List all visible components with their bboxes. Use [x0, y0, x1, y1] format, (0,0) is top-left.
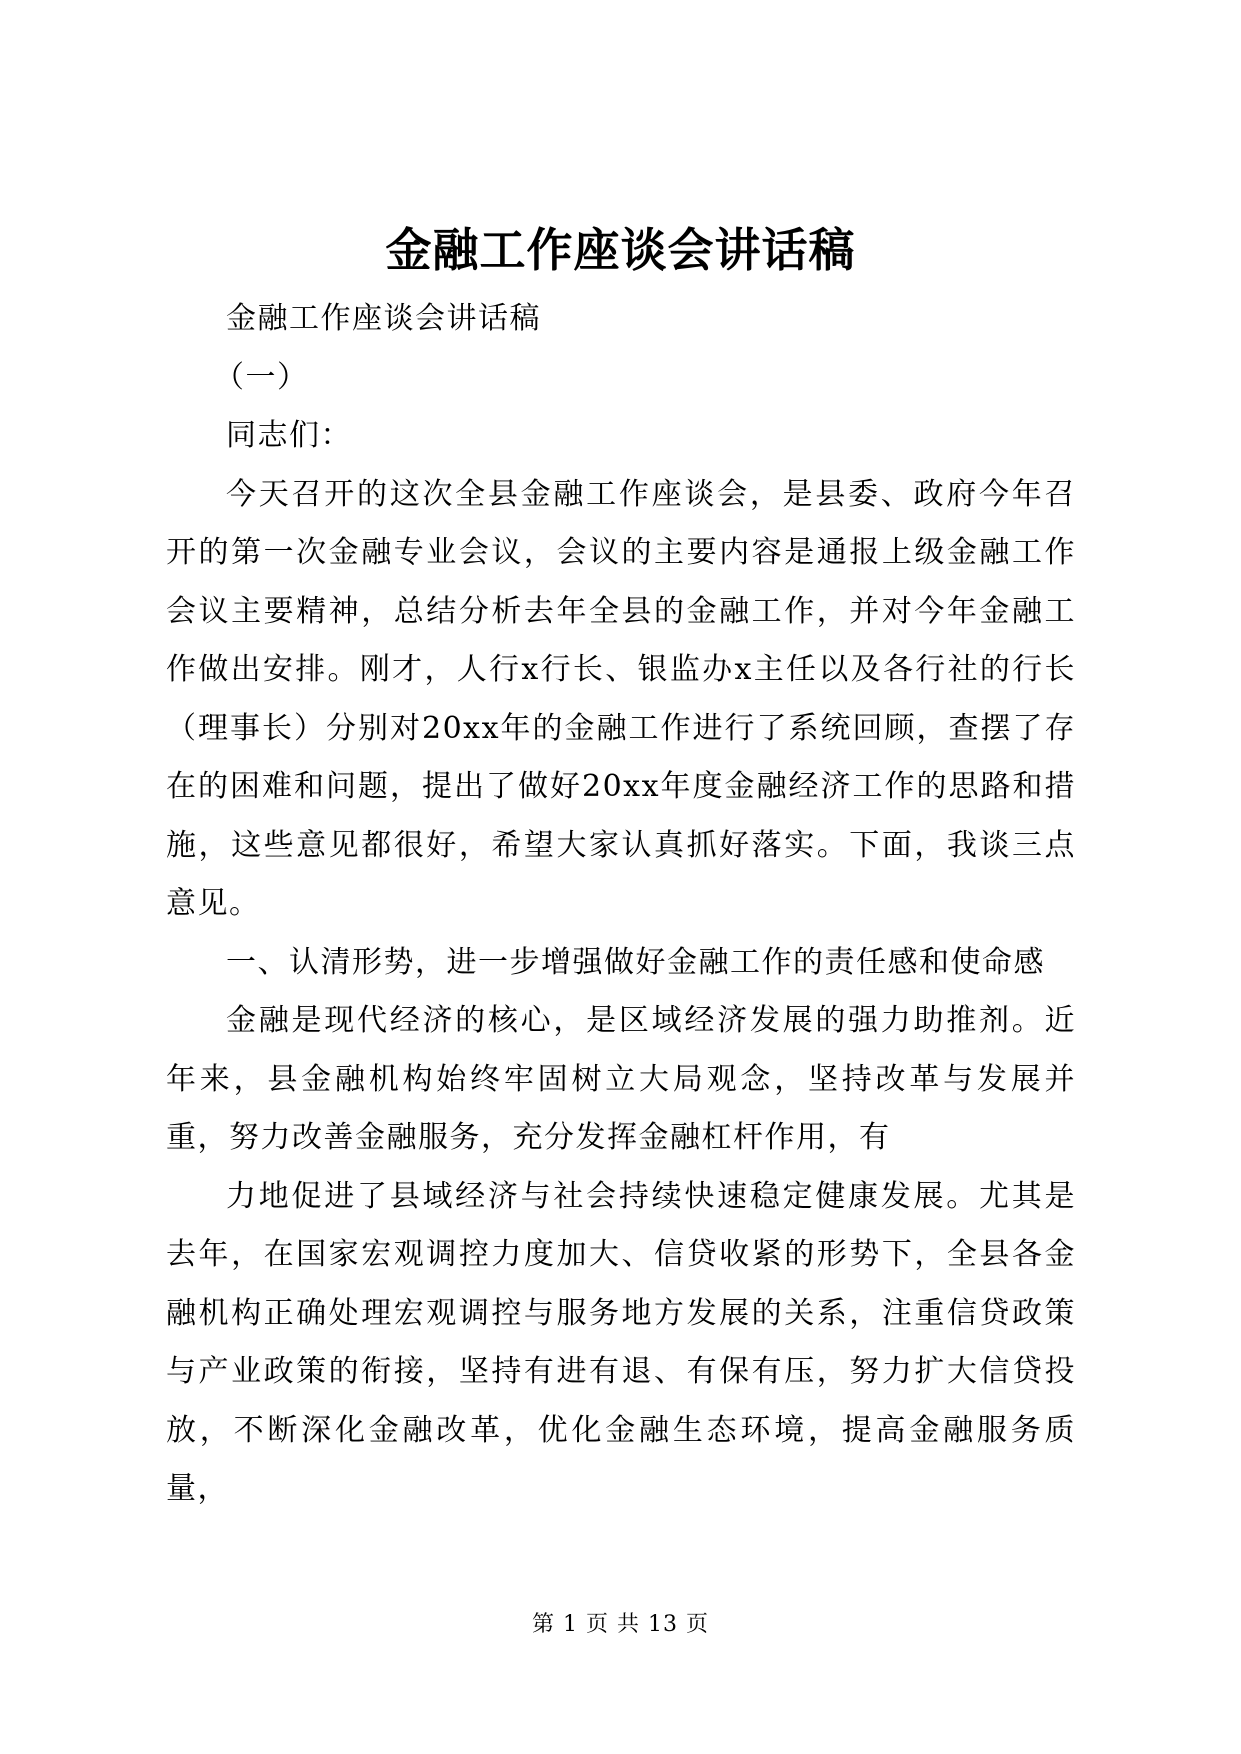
body-paragraph: 力地促进了县域经济与社会持续快速稳定健康发展。尤其是去年，在国家宏观调控力度加大、信贷收紧的形势下，全县各金融机构正确处理宏观调控与服务地方发展的关系，注重信贷政策与产业政策的衔接，坚持有进有退、有保有压，努力扩大信贷投放，不断深化金融改革，优化金融生态环境，提高金融服务质量， [166, 1178, 1076, 1506]
salutation-paragraph: 同志们： [226, 418, 352, 453]
body-paragraph: 金融是现代经济的核心，是区域经济发展的强力助推剂。近年来，县金融机构始终牢固树立大局观念，坚持改革与发展并重，努力改善金融服务，充分发挥金融杠杆作用，有 [166, 1003, 1076, 1155]
document-title: 金融工作座谈会讲话稿 [385, 223, 856, 277]
page-footer: 第 1 页 共 13 页 [532, 1612, 709, 1637]
section-marker-paragraph: （一） [214, 359, 309, 395]
document-body [166, 290, 1076, 1519]
body-paragraph: 今天召开的这次全县金融工作座谈会，是县委、政府今年召开的第一次金融专业会议，会议的主要内容是通报上级金融工作会议主要精神，总结分析去年全县的金融工作，并对今年金融工作做出安排。刚才，人行x行长、银监办x主任以及各行社的行长（理事长）分别对20xx年的金融工作进行了系统回顾，查摆了存在的困难和问题，提出了做好20xx年度金融经济工作的思路和措施，这些意见都很好，希望大家认真抓好落实。下面，我谈三点意见。 [166, 476, 1076, 921]
subtitle-paragraph: 金融工作座谈会讲话稿 [226, 301, 541, 336]
section-heading: 一、认清形势，进一步增强做好金融工作的责任感和使命感 [226, 944, 1045, 980]
